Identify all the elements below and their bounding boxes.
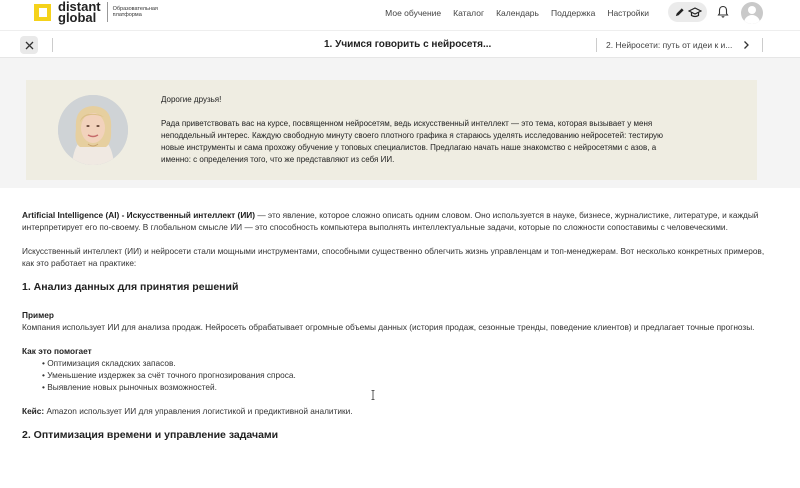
main-nav <box>373 8 649 18</box>
list-item: • Оптимизация складских запасов. <box>42 357 767 369</box>
next-lesson-link[interactable]: 2. Нейросети: путь от идеи к и... <box>606 40 733 50</box>
example-text: Компания использует ИИ для анализа продаж. Нейросеть обрабатывает огромные объемы данных (история продаж, сезонные тренды, поведение клиентов) и предлагает точные прогнозы. <box>22 322 755 332</box>
nav-catalog[interactable]: Каталог <box>453 8 485 18</box>
current-lesson-title: 1. Учимся говорить с нейросетя... <box>324 39 492 50</box>
list-item: • Уменьшение издержек за счёт точного прогнозирования спроса. <box>42 369 767 381</box>
intro-paragraph: Рада приветствовать вас на курсе, посвященном нейросетям, ведь искусственный интеллект — это тема, которая вызывает у меня неподдельный интерес. Каждую свободную минуту своего плотного графика я стараюсь уделять исследованию нейросетей: тестирую новые инструменты и сама прохожу обучение у топовых специалистов. Предлагаю начать наше знакомство с нейросетями с азов, а именно: с определения того, что же представляют из себя ИИ. <box>161 119 664 164</box>
logo-line1: distant <box>58 0 101 14</box>
divider <box>762 38 763 52</box>
case-label: Кейс: <box>22 406 45 416</box>
case-paragraph <box>22 405 767 417</box>
case-text: Amazon использует ИИ для управления логистикой и предиктивной аналитики. <box>44 406 353 416</box>
top-header <box>0 0 800 26</box>
divider <box>52 38 53 52</box>
lesson-navigation-bar <box>0 30 800 58</box>
intro-greeting: Дорогие друзья! <box>161 95 222 104</box>
article-intro: Искусственный интеллект (ИИ) и нейросети стали мощными инструментами, способными существенно облегчить жизнь управленцам и топ-менеджерам. Вот несколько конкретных примеров, как это работает на практике: <box>22 246 765 268</box>
nav-calendar[interactable]: Календарь <box>496 8 539 18</box>
pencil-icon[interactable] <box>674 7 685 18</box>
ai-definition <box>22 209 767 233</box>
logo-subtitle: Образовательная платформа <box>112 6 158 18</box>
close-icon <box>25 41 34 50</box>
example-label: Пример <box>22 310 54 320</box>
notification-bell-icon[interactable] <box>716 5 730 19</box>
author-portrait <box>58 95 128 165</box>
text-cursor-icon <box>371 390 375 400</box>
section-1-heading: 1. Анализ данных для принятия решений <box>22 281 239 293</box>
logo-divider <box>107 2 108 22</box>
intro-text <box>161 94 666 178</box>
close-button[interactable] <box>20 36 38 54</box>
nav-my-learning[interactable]: Мое обучение <box>385 8 442 18</box>
user-avatar[interactable] <box>741 2 763 24</box>
section-2-heading: 2. Оптимизация времени и управление задачами <box>22 429 279 441</box>
article-body <box>22 209 767 457</box>
list-item: • Выявление новых рыночных возможностей. <box>42 381 767 393</box>
logo-mark-icon <box>34 2 54 22</box>
helps-list <box>42 357 767 393</box>
logo-line2: global <box>58 10 97 25</box>
divider <box>596 38 597 52</box>
logo[interactable] <box>34 0 163 24</box>
chevron-right-icon[interactable] <box>741 40 751 50</box>
nav-settings[interactable]: Настройки <box>607 8 649 18</box>
nav-support[interactable]: Поддержка <box>550 8 596 18</box>
ai-definition-text: — это явление, которое сложно описать одним словом. Оно используется в науке, бизнесе, журналистике, литературе, и каждый интерпретирует его по-своему. В глобальном смысле ИИ — это способность компьютера выполнять интеллектуальные задачи, которые по сложности сопоставимы с человеческими. <box>22 210 759 232</box>
graduation-cap-icon[interactable] <box>688 7 702 18</box>
ai-term: Artificial Intelligence (AI) - Искусственный интеллект (ИИ) <box>22 210 256 220</box>
helps-label: Как это помогает <box>22 346 92 356</box>
mode-switcher[interactable] <box>668 2 707 22</box>
